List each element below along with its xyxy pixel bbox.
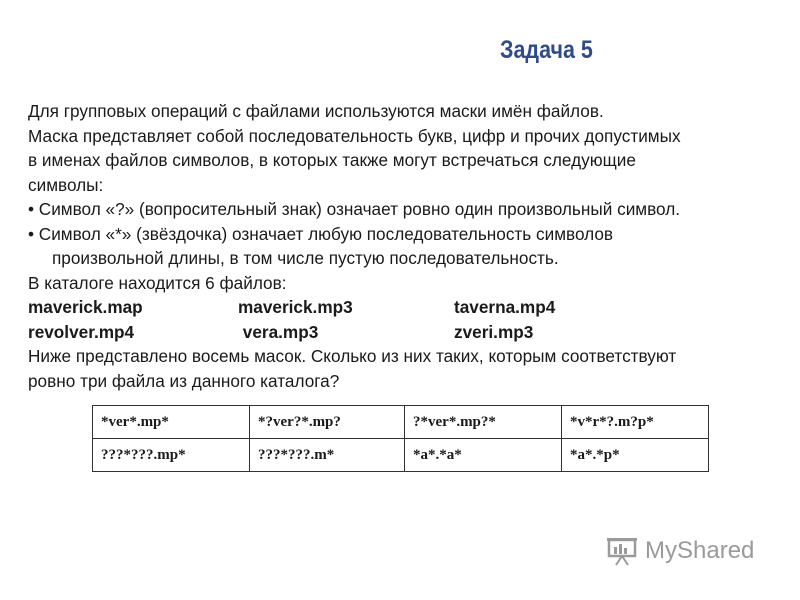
mask-cell: ?*ver*.mp?* [405,406,562,439]
mask-cell: ???*???.m* [250,439,405,472]
catalog-line: В каталоге находится 6 файлов: [28,272,287,293]
mask-cell: ???*???.mp* [93,439,250,472]
file-name: vera.mp3 [238,321,319,342]
intro-line: Для групповых операций с файлами используются маски имён файлов. [28,101,604,121]
bullet-question-mark: • Символ «?» (вопросительный знак) означает ровно один произвольный символ. [28,199,681,219]
mask-cell: *a*.*p* [562,439,709,472]
watermark-text: MyShared [645,537,755,564]
mask-cell: *ver*.mp* [93,406,250,439]
task-text [28,99,798,393]
mask-cell: *v*r*?.m?p* [562,406,709,439]
file-name: zveri.mp3 [454,321,534,342]
table-row [93,439,709,472]
bullet-asterisk-continued: произвольной длины, в том числе пустую последовательность. [52,248,559,268]
mask-cell: *a*.*a* [405,439,562,472]
mask-cell: *?ver?*.mp? [250,406,405,439]
question-line: ровно три файла из данного каталога? [28,370,340,391]
file-name: maverick.mp3 [238,297,353,317]
intro-line: в именах файлов символов, в которых также могут встречаться следующие [28,150,636,170]
file-row [28,295,798,320]
intro-line: символы: [28,174,104,195]
page-title: Задача 5 [500,36,593,64]
table-row [93,406,709,439]
masks-table [92,405,709,472]
myshared-watermark [606,536,754,566]
file-name: maverick.map [28,297,143,317]
question-line: Ниже представлено восемь масок. Сколько из них таких, которым соответствуют [28,346,677,366]
file-name: taverna.mp4 [454,297,556,317]
file-name: revolver.mp4 [28,321,135,342]
bullet-asterisk: • Символ «*» (звёздочка) означает любую последовательность символов [28,223,614,244]
intro-line: Маска представляет собой последовательность букв, цифр и прочих допустимых [28,125,681,146]
file-row [28,320,798,345]
presentation-board-icon [606,536,642,566]
